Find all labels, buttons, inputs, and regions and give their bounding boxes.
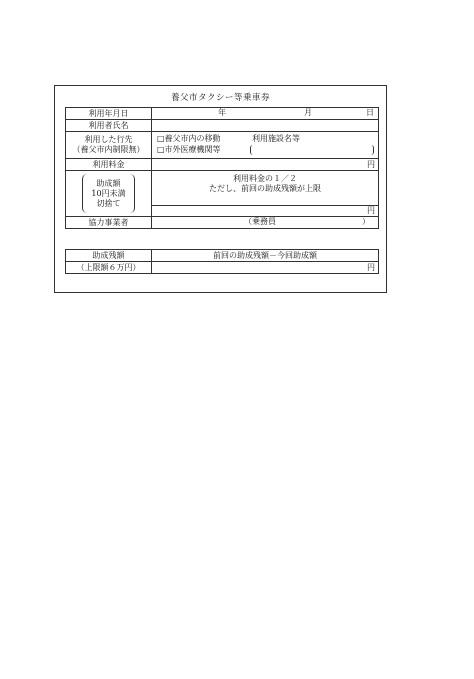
balance-label-line1: 助成残額 — [66, 250, 152, 262]
name-label: 利用者氏名 — [66, 120, 152, 132]
subsidy-label — [66, 171, 152, 217]
balance-amount-field[interactable] — [152, 262, 379, 274]
day-unit: 日 — [366, 108, 374, 117]
subsidy-unit: 円 — [367, 206, 375, 215]
fare-unit: 円 — [367, 159, 375, 169]
partner-label: 協力事業者 — [66, 217, 152, 229]
ticket-main-table — [65, 107, 379, 229]
balance-label-line2: （上限額６万円） — [66, 262, 152, 274]
subsidy-row — [66, 171, 379, 217]
subsidy-label-line1: 助成額 — [96, 178, 121, 188]
destination-label — [66, 132, 152, 159]
month-unit: 月 — [304, 108, 312, 117]
subsidy-amount-field[interactable] — [152, 205, 378, 216]
date-label: 利用年月日 — [66, 108, 152, 120]
balance-row-2 — [66, 262, 379, 274]
fare-row — [66, 159, 379, 171]
name-row — [66, 120, 379, 132]
balance-unit: 円 — [367, 262, 375, 272]
date-row — [66, 108, 379, 120]
subsidy-formula-line1: 利用料金の１／２ — [233, 174, 297, 183]
balance-formula: 前回の助成残額－今回助成額 — [152, 250, 379, 262]
subsidy-label-bracket — [82, 174, 135, 213]
option-outside-medical-checkbox[interactable]: □市外医療機関等 — [157, 145, 221, 154]
facility-input[interactable] — [250, 145, 374, 155]
balance-table — [65, 249, 379, 274]
facility-label: 利用施設名等 — [252, 134, 300, 143]
fare-label: 利用料金 — [66, 159, 152, 171]
crew-close-paren: ） — [362, 217, 370, 226]
date-field[interactable] — [152, 108, 379, 120]
crew-label: （乗務員 — [244, 217, 276, 226]
subsidy-label-line2: 10円未満 — [91, 188, 126, 198]
option-in-city-checkbox[interactable]: □養父市内の移動 — [157, 134, 221, 143]
partner-field[interactable] — [152, 217, 379, 229]
taxi-ticket-form — [54, 85, 387, 293]
subsidy-label-line3: 切捨て — [96, 198, 121, 208]
balance-row-1 — [66, 250, 379, 262]
destination-field — [152, 132, 379, 159]
year-unit: 年 — [218, 108, 226, 117]
name-field[interactable] — [152, 120, 379, 132]
destination-label-line2: （養父市内制限無） — [72, 145, 145, 154]
form-title: 養父市タクシー等乗車券 — [170, 93, 270, 103]
destination-label-line1: 利用した行先 — [84, 135, 133, 144]
fare-field[interactable] — [152, 159, 379, 171]
subsidy-formula-line2: ただし、前回の助成残額が上限 — [209, 184, 321, 193]
subsidy-field — [152, 171, 379, 217]
partner-row — [66, 217, 379, 229]
destination-row — [66, 132, 379, 159]
